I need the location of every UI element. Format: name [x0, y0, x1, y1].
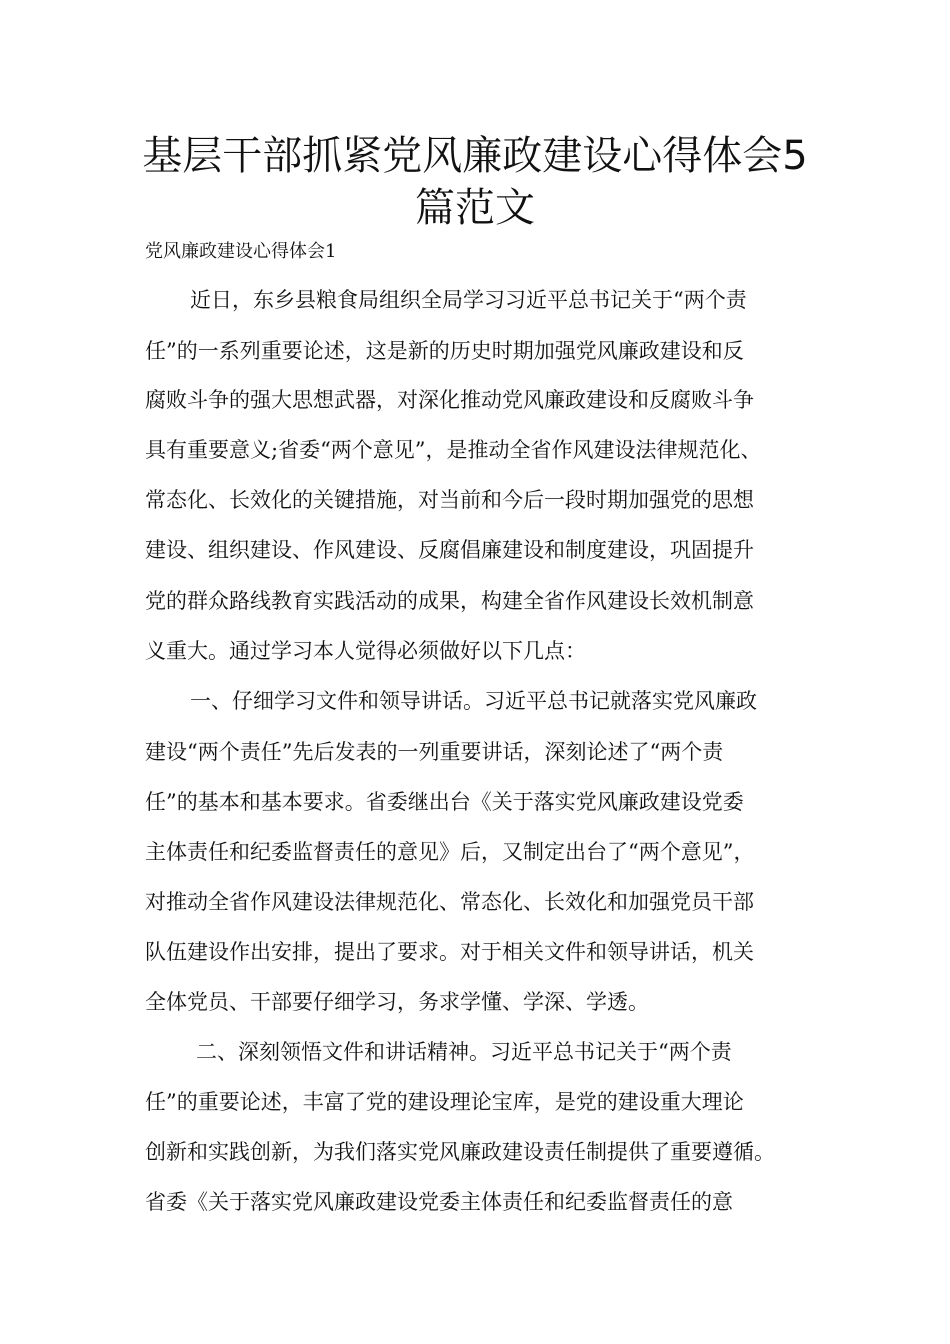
- section-heading: 党风廉政建设心得体会1: [145, 241, 337, 262]
- body-line: 具有重要意义;省委“两个意见”，是推动全省作风建设法律规范化、: [145, 438, 762, 462]
- body-line: 建设、组织建设、作风建设、反腐倡廉建设和制度建设，巩固提升: [145, 538, 754, 562]
- body-line: 任”的一系列重要论述，这是新的历史时期加强党风廉政建设和反: [145, 339, 744, 363]
- body-line: 任”的重要论述，丰富了党的建设理论宝库，是党的建设重大理论: [145, 1090, 744, 1114]
- body-line: 二、深刻领悟文件和讲话精神。习近平总书记关于“两个责: [196, 1040, 732, 1064]
- body-line: 党的群众路线教育实践活动的成果，构建全省作风建设长效机制意: [145, 589, 754, 613]
- body-line: 主体责任和纪委监督责任的意见》后，又制定出台了“两个意见”，: [145, 840, 755, 864]
- document-title-line-2: 篇范文: [415, 185, 535, 231]
- body-line: 省委《关于落实党风廉政建设党委主体责任和纪委监督责任的意: [145, 1190, 733, 1214]
- body-line: 建设“两个责任”先后发表的一列重要讲话，深刻论述了“两个责: [145, 740, 724, 764]
- body-line: 常态化、长效化的关键措施，对当前和今后一段时期加强党的思想: [145, 488, 754, 512]
- document-title-line-1: 基层干部抓紧党风廉政建设心得体会5: [142, 133, 808, 179]
- body-line: 腐败斗争的强大思想武器，对深化推动党风廉政建设和反腐败斗争: [145, 388, 754, 412]
- body-line: 队伍建设作出安排，提出了要求。对于相关文件和领导讲话，机关: [145, 940, 754, 964]
- body-line: 义重大。通过学习本人觉得必须做好以下几点：: [145, 639, 586, 663]
- body-line: 一、仔细学习文件和领导讲话。习近平总书记就落实党风廉政: [190, 689, 757, 713]
- body-line: 任”的基本和基本要求。省委继出台《关于落实党风廉政建设党委: [145, 790, 744, 814]
- body-line: 创新和实践创新，为我们落实党风廉政建设责任制提供了重要遵循。: [145, 1140, 775, 1164]
- body-line: 全体党员、干部要仔细学习，务求学懂、学深、学透。: [145, 990, 649, 1014]
- body-line: 对推动全省作风建设法律规范化、常态化、长效化和加强党员干部: [145, 890, 754, 914]
- body-line: 近日，东乡县粮食局组织全局学习习近平总书记关于“两个责: [190, 288, 747, 312]
